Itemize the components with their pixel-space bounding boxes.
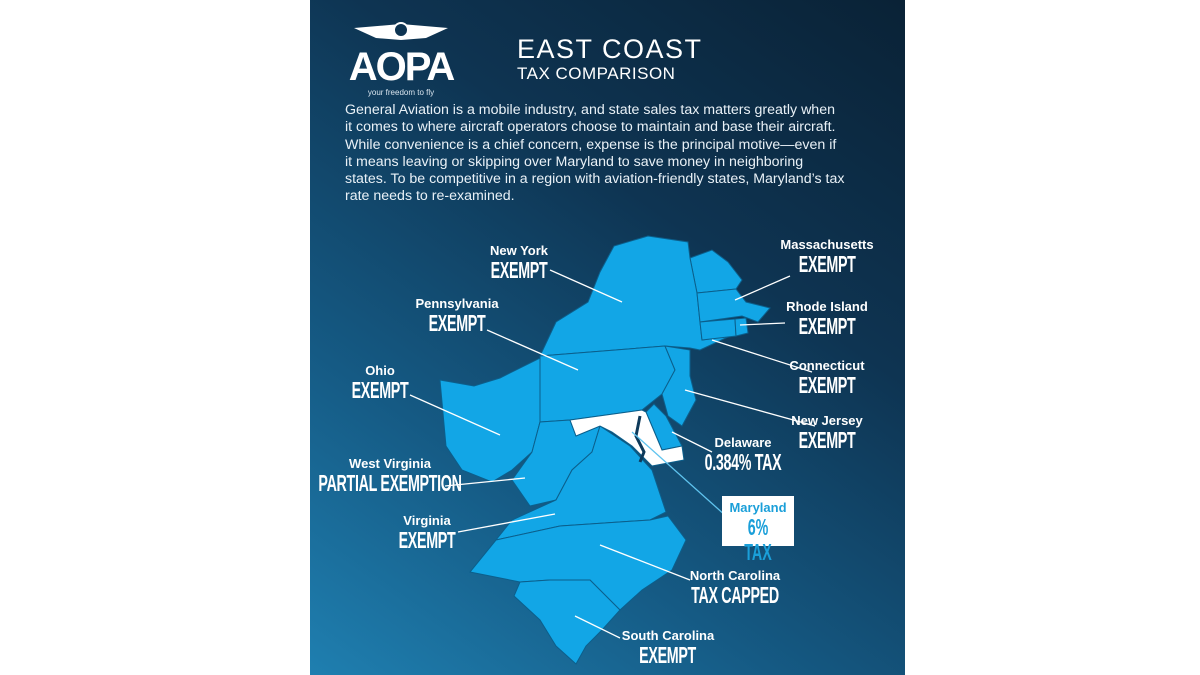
state-name: Ohio xyxy=(365,363,395,378)
logo-wordmark: AOPA xyxy=(348,45,454,89)
logo-tagline: your freedom to fly xyxy=(367,88,435,97)
state-name: West Virginia xyxy=(349,456,431,471)
state-connecticut xyxy=(700,319,736,340)
state-status: EXEMPT xyxy=(798,251,856,277)
label-rhode-island xyxy=(781,299,873,339)
state-status: EXEMPT xyxy=(798,372,856,398)
label-massachusetts xyxy=(780,237,873,277)
label-west-virginia xyxy=(275,456,506,496)
state-status: EXEMPT xyxy=(798,427,856,453)
state-status: EXEMPT xyxy=(490,257,548,283)
state-name: Massachusetts xyxy=(780,237,874,252)
state-new-england-north xyxy=(690,250,742,293)
state-status: 0.384% TAX xyxy=(704,449,782,475)
intro-paragraph: General Aviation is a mobile industry, and state sales tax matters greatly when it comes to where aircraft operators choose to maintain and base their aircraft. While convenience is a chief concern, expense is the principal motive—even if it means leaving or skipping over Maryland to save money in neighboring states. To be competitive in a region with aviation-friendly states, Maryland’s tax rate needs to re-examined. xyxy=(345,102,845,205)
label-maryland xyxy=(722,496,794,565)
state-status: 6% TAX xyxy=(744,514,772,565)
state-status: TAX CAPPED xyxy=(691,582,779,608)
state-name: New Jersey xyxy=(791,413,863,428)
state-status: EXEMPT xyxy=(798,313,856,339)
page-subtitle: TAX COMPARISON xyxy=(517,64,676,83)
state-rhode-island xyxy=(735,318,748,336)
state-status: EXEMPT xyxy=(351,377,409,403)
label-delaware xyxy=(681,435,805,475)
aopa-logo xyxy=(346,20,456,97)
state-status: EXEMPT xyxy=(428,310,486,336)
label-north-carolina xyxy=(664,568,806,608)
state-name: Pennsylvania xyxy=(415,296,499,311)
state-name: Delaware xyxy=(714,435,772,450)
state-name: North Carolina xyxy=(689,568,781,583)
state-name: South Carolina xyxy=(621,628,715,643)
state-name: Connecticut xyxy=(789,358,865,373)
label-south-carolina xyxy=(622,628,714,668)
state-status: EXEMPT xyxy=(398,527,456,553)
state-massachusetts xyxy=(697,289,770,322)
label-pennsylvania xyxy=(411,296,503,336)
state-status: EXEMPT xyxy=(639,642,697,668)
state-status: PARTIAL EXEMPTION xyxy=(318,470,462,496)
wings-icon xyxy=(346,20,456,42)
state-name: Virginia xyxy=(403,513,451,528)
state-name: New York xyxy=(489,243,549,258)
page-title: EAST COAST xyxy=(517,34,703,64)
state-name: Rhode Island xyxy=(786,299,868,314)
label-new-york xyxy=(473,243,565,283)
state-name: Maryland xyxy=(729,500,787,515)
label-connecticut xyxy=(781,358,873,398)
label-ohio xyxy=(334,363,426,403)
label-virginia xyxy=(381,513,473,553)
